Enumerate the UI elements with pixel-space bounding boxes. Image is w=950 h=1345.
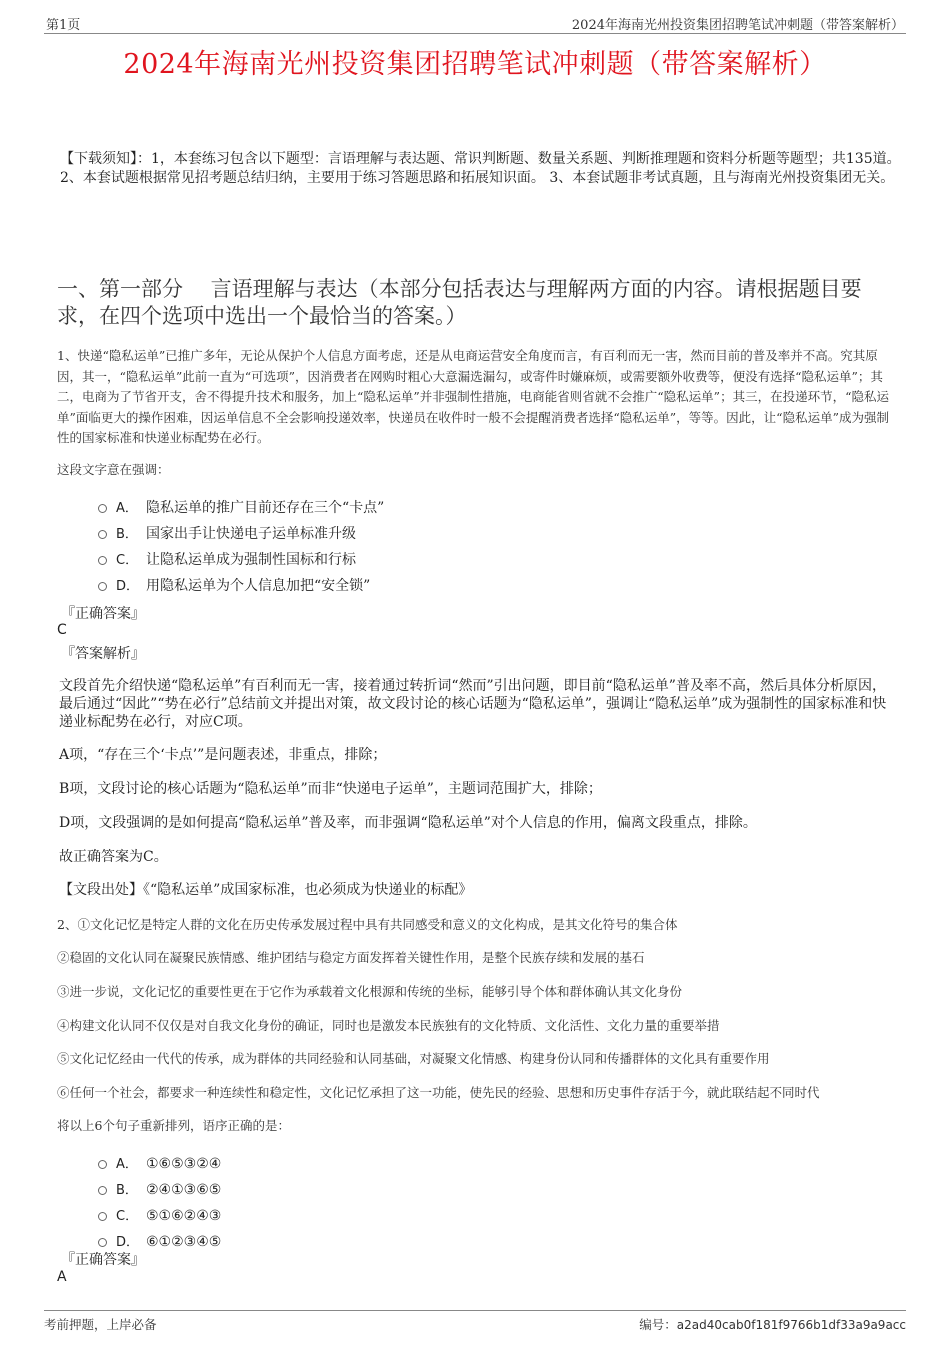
running-header-title: 2024年海南光州投资集团招聘笔试冲刺题（带答案解析） (571, 18, 904, 33)
q1-option-c[interactable]: C． 让隐私运单成为强制性国标和行标 (98, 549, 356, 569)
q1-analysis-conclusion: 故正确答案为C。 (59, 849, 168, 865)
question-1-prompt: 这段文字意在强调： (57, 462, 170, 477)
q1-option-d[interactable]: D． 用隐私运单为个人信息加把“安全锁” (98, 575, 370, 595)
footer-code-label: 编号： (639, 1317, 677, 1332)
q1-analysis-d: D项，文段强调的是如何提高“隐私运单”普及率，而非强调“隐私运单”对个人信息的作用，偏离文段重点，排除。 (59, 815, 757, 831)
q2-option-d[interactable]: D． ⑥①②③④⑤ (98, 1231, 221, 1250)
radio-icon[interactable] (98, 1186, 107, 1195)
q1-analysis-paragraph: 文段首先介绍快递“隐私运单”有百利而无一害，接着通过转折词“然而”引出问题，即目前“隐私运单”普及率不高，然后具体分析原因，最后通过“因此”“势在必行”总结前文并提出对策，故文段讨论的核心话题为“隐私运单”，强调让“隐私运单”成为强制性的国家标准和快递业标配势在必行，对应C项。 (59, 678, 887, 730)
radio-icon[interactable] (98, 582, 107, 591)
header-rule (44, 33, 906, 34)
radio-icon[interactable] (98, 504, 107, 513)
q2-prompt: 将以上6个句子重新排列，语序正确的是： (57, 1118, 290, 1133)
radio-icon[interactable] (98, 1238, 107, 1247)
q2-sentence-5: ⑤文化记忆经由一代代的传承，成为群体的共同经验和认同基础，对凝聚文化情感、构建身份认同和传播群体的文化具有重要作用 (57, 1051, 770, 1066)
q2-option-a[interactable]: A． ①⑥⑤③②④ (98, 1153, 221, 1172)
q2-sentence-4: ④构建文化认同不仅仅是对自我文化身份的确证，同时也是激发本民族独有的文化特质、文化活性、文化力量的重要举措 (57, 1018, 720, 1033)
footer-code-value: a2ad40cab0f181f9766b1df33a9a9acc (676, 1318, 906, 1332)
radio-icon[interactable] (98, 1160, 107, 1169)
q2-answer: A (57, 1269, 67, 1285)
q1-source: 【文段出处】《“隐私运单”成国家标准，也必须成为快递业的标配》 (59, 882, 473, 898)
question-1-stem: 1、快递“隐私运单”已推广多年，无论从保护个人信息方面考虑，还是从电商运营安全角度而言，有百利而无一害，然而目前的普及率并不高。究其原因，其一，“隐私运单”此前一直为“可选项”，因消费者在网购时粗心大意漏选漏勾，或寄件时嫌麻烦，或需要额外收费等，便没有选择“隐私运单”；其二，电商为了节省开支，舍不得提升技术和服务，加上“隐私运单”并非强制性措施，电商能省则省就不会推广“隐私运单”；其三，在投递环节，“隐私运单”面临更大的操作困难，因运单信息不全会影响投递效率，快递员在收件时一般不会提醒消费者选择“隐私运单”，等等。因此，让“隐私运单”成为强制性的国家标准和快递业标配势在必行。 (57, 348, 889, 445)
q2-answer-label: 『正确答案』 (61, 1252, 145, 1268)
q1-option-b[interactable]: B． 国家出手让快递电子运单标准升级 (98, 523, 356, 543)
q2-sentence-2: ②稳固的文化认同在凝聚民族情感、维护团结与稳定方面发挥着关键性作用，是整个民族存续和发展的基石 (57, 950, 645, 965)
q2-option-c[interactable]: C． ⑤①⑥②④③ (98, 1205, 221, 1224)
document-title: 2024年海南光州投资集团招聘笔试冲刺题（带答案解析） (123, 49, 827, 80)
q1-analysis-a: A项，“存在三个‘卡点’”是问题表述，非重点，排除； (59, 747, 387, 763)
radio-icon[interactable] (98, 1212, 107, 1221)
footer-slogan: 考前押题，上岸必备 (44, 1317, 157, 1332)
page-number: 第1页 (46, 18, 81, 33)
q1-answer: C (57, 622, 67, 638)
q1-answer-label: 『正确答案』 (61, 606, 145, 622)
radio-icon[interactable] (98, 530, 107, 539)
q2-sentence-3: ③进一步说，文化记忆的重要性更在于它作为承载着文化根源和传统的坐标，能够引导个体和群体确认其文化身份 (57, 984, 683, 999)
section-heading: 一、第一部分 言语理解与表达（本部分包括表达与理解两方面的内容。请根据题目要求，在四个选项中选出一个最恰当的答案。） (57, 277, 862, 328)
q2-sentence-1: 2、①文化记忆是特定人群的文化在历史传承发展过程中具有共同感受和意义的文化构成，是其文化符号的集合体 (57, 917, 678, 932)
q2-option-b[interactable]: B． ②④①③⑥⑤ (98, 1179, 221, 1198)
q2-sentence-6: ⑥任何一个社会，都要求一种连续性和稳定性，文化记忆承担了这一功能，使先民的经验、思想和历史事件存活于今，就此联结起不同时代 (57, 1085, 820, 1100)
footer-code (639, 1315, 906, 1333)
footer-rule (44, 1310, 906, 1311)
download-notice: 【下载须知】：1，本套练习包含以下题型：言语理解与表达题、常识判断题、数量关系题、判断推理题和资料分析题等题型；共135道。 2、本套试题根据常见招考题总结归纳，主要用于练习答题思路和拓展知识面。 3、本套试题非考试真题，且与海南光州投资集团无关。 (60, 151, 901, 186)
q1-option-a[interactable]: A． 隐私运单的推广目前还存在三个“卡点” (98, 497, 384, 517)
radio-icon[interactable] (98, 556, 107, 565)
q1-analysis-b: B项，文段讨论的核心话题为“隐私运单”而非“快递电子运单”，主题词范围扩大，排除； (59, 781, 602, 797)
q1-analysis-label: 『答案解析』 (61, 646, 145, 662)
